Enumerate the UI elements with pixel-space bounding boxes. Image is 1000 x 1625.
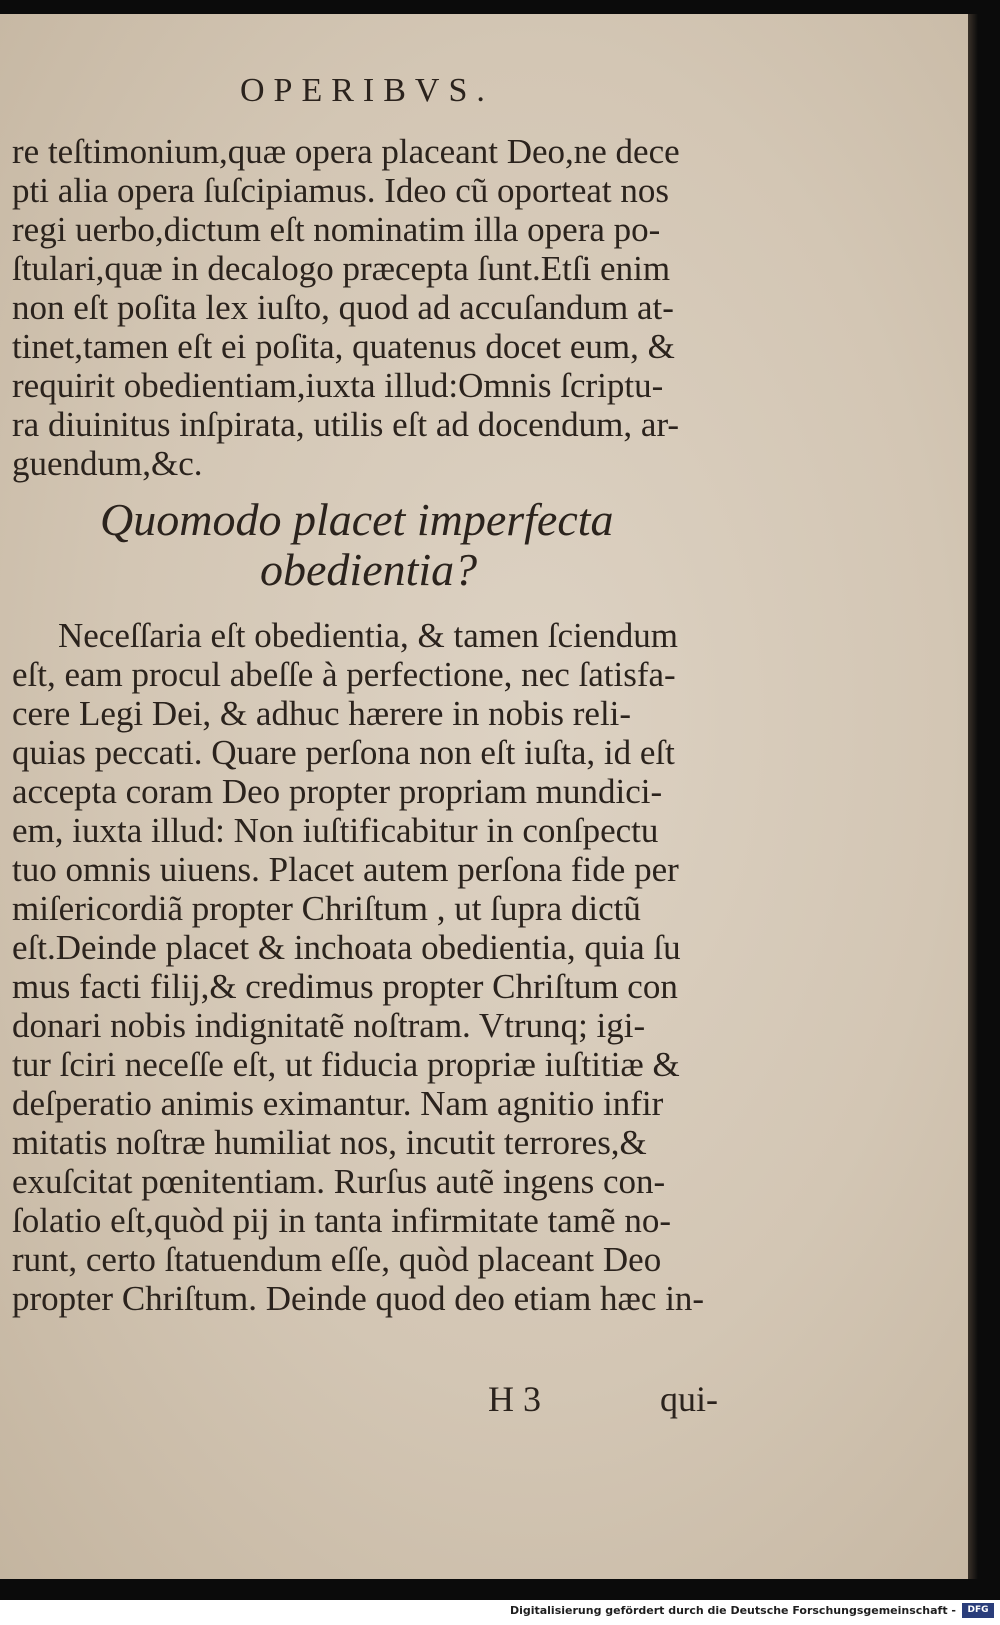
text-line: ra diuinitus inſpirata, utilis eſt ad docendum, ar-	[12, 405, 680, 444]
text-line: mitatis noſtræ humiliat nos, incutit terrores,&	[12, 1123, 647, 1162]
text-line: eſt.Deinde placet & inchoata obedientia, quia ſu	[12, 928, 681, 967]
dfg-logo: DFG	[962, 1603, 994, 1618]
text-line: non eſt poſita lex iuſto, quod ad accuſandum at-	[12, 288, 674, 327]
text-line: em, iuxta illud: Non iuſtificabitur in conſpectu	[12, 811, 659, 850]
signature-mark: H 3	[488, 1379, 541, 1419]
text-line: ſolatio eſt,quòd pij in tanta infirmitate tamẽ no-	[12, 1201, 672, 1240]
heading-line: obedientia?	[260, 544, 478, 595]
text-line: quias peccati. Quare perſona non eſt iuſta, id eſt	[12, 733, 675, 772]
running-head: OPERIBVS.	[240, 72, 494, 109]
text-line: mus facti filij,& credimus propter Chriſtum con	[12, 967, 678, 1006]
text-line: propter Chriſtum. Deinde quod deo etiam hæc in-	[12, 1279, 705, 1318]
text-line: exuſcitat pœnitentiam. Rurſus autẽ ingens con-	[12, 1162, 666, 1201]
paragraph-2	[12, 616, 772, 1318]
text-line: ſtulari,quæ in decalogo præcepta ſunt.Etſi enim	[12, 249, 671, 288]
text-line: tur ſciri neceſſe eſt, ut fiducia propriæ iuſtitiæ &	[12, 1045, 680, 1084]
paragraph-1	[12, 132, 772, 483]
text-line: guendum,&c.	[12, 444, 203, 483]
section-heading	[100, 495, 740, 595]
text-line: deſperatio animis eximantur. Nam agnitio infir	[12, 1084, 664, 1123]
text-line: tinet,tamen eſt ei poſita, quatenus docet eum, &	[12, 327, 675, 366]
text-line: Neceſſaria eſt obedientia, & tamen ſciendum	[58, 616, 679, 655]
heading-line: Quomodo placet imperfecta	[100, 494, 614, 545]
text-line: cere Legi Dei, & adhuc hærere in nobis reli-	[12, 694, 632, 733]
funding-credit: Digitalisierung gefördert durch die Deutsche Forschungsgemeinschaft -	[509, 1604, 956, 1617]
text-line: eſt, eam procul abeſſe à perfectione, nec ſatisfa-	[12, 655, 676, 694]
text-line: pti alia opera ſuſcipiamus. Ideo cũ oporteat nos	[12, 171, 670, 210]
catchword: qui-	[660, 1379, 718, 1419]
text-line: donari nobis indignitatẽ noſtram. Vtrunq; igi-	[12, 1006, 646, 1045]
text-line: regi uerbo,dictum eſt nominatim illa opera po-	[12, 210, 661, 249]
text-line: tuo omnis uiuens. Placet autem perſona fide per	[12, 850, 679, 889]
text-line: miſericordiã propter Chriſtum , ut ſupra dictũ	[12, 889, 641, 928]
text-line: runt, certo ſtatuendum eſſe, quòd placeant Deo	[12, 1240, 662, 1279]
text-line: accepta coram Deo propter propriam mundici-	[12, 772, 663, 811]
page-edge-shadow	[968, 14, 978, 1579]
text-line: re teſtimonium,quæ opera placeant Deo,ne dece	[12, 132, 680, 171]
text-line: requirit obedientiam,iuxta illud:Omnis ſcriptu-	[12, 366, 664, 405]
